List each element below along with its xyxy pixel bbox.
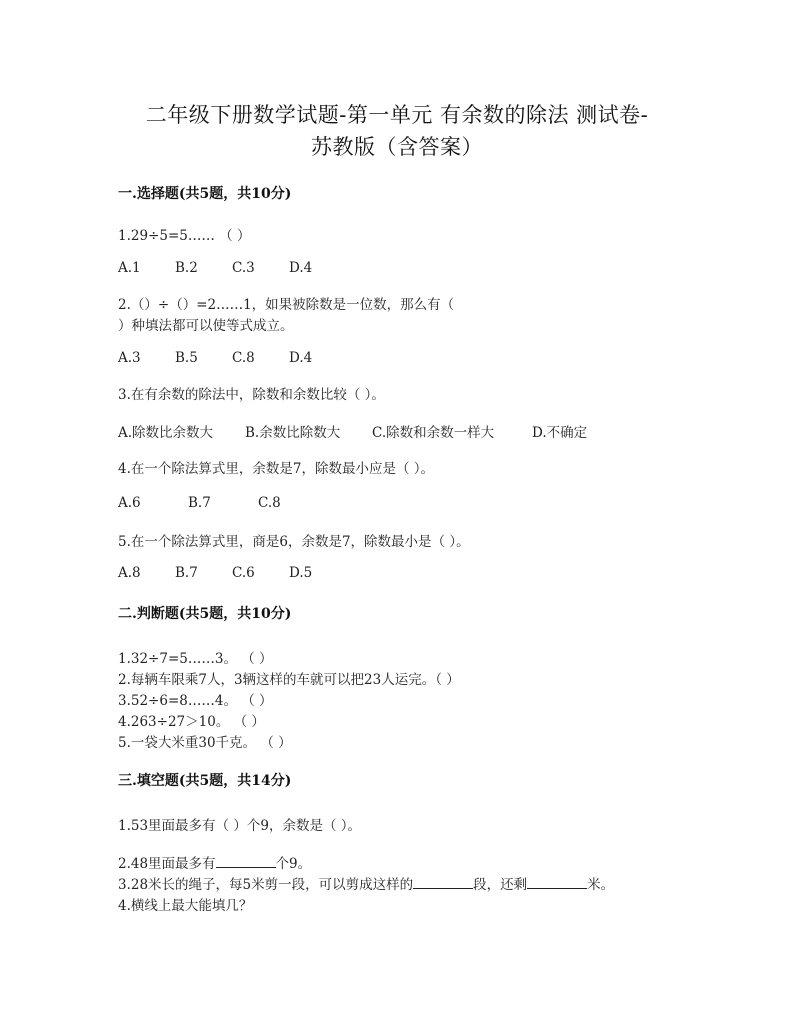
judge-item-5: 5.一袋大米重30千克。 （ ） xyxy=(118,735,292,751)
fill-item-3 xyxy=(118,873,614,893)
question-1-2-options xyxy=(118,350,312,366)
question-1-4: 4.在一个除法算式里，余数是7，除数最小应是（ ）。 xyxy=(118,461,435,477)
option-c: C.除数和余数一样大 xyxy=(372,425,495,441)
option-d: D.不确定 xyxy=(532,425,588,441)
option-a: A.6 xyxy=(118,495,141,511)
page-title-line2: 苏教版（含答案） xyxy=(311,135,483,159)
question-1-2: 2.（）÷（）=2……1，如果被除数是一位数，那么有（ xyxy=(118,297,455,313)
question-1-1-options xyxy=(118,260,312,276)
option-a: A.除数比余数大 xyxy=(118,425,214,441)
answer-blank[interactable] xyxy=(527,876,587,889)
question-1-2-cont: ）种填法都可以使等式成立。 xyxy=(118,318,294,334)
option-d: D.4 xyxy=(289,260,313,276)
question-1-5-options xyxy=(118,565,312,581)
fill-item-1: 1.53里面最多有（ ）个9，余数是（ ）。 xyxy=(118,818,361,834)
fill-item-2-suffix: 个9。 xyxy=(275,856,312,872)
fill-item-3-prefix: 3.28米长的绳子，每5米剪一段，可以剪成这样的 xyxy=(118,877,414,893)
section1-heading: 一.选择题(共5题，共10分) xyxy=(118,186,292,202)
option-a: A.1 xyxy=(118,260,141,276)
option-b: B.5 xyxy=(175,350,198,366)
option-c: C.6 xyxy=(232,565,255,581)
fill-item-4: 4.横线上最大能填几？ xyxy=(118,898,253,914)
option-a: A.3 xyxy=(118,350,141,366)
fill-item-2 xyxy=(118,852,311,872)
fill-item-3-suffix: 米。 xyxy=(587,877,615,893)
section2-heading: 二.判断题(共5题，共10分) xyxy=(118,606,292,622)
option-d: D.5 xyxy=(289,565,313,581)
fill-item-3-mid: 段，还剩 xyxy=(473,877,528,893)
fill-item-2-prefix: 2.48里面最多有 xyxy=(118,856,216,872)
question-1-5: 5.在一个除法算式里，商是6，余数是7，除数最小是（ ）。 xyxy=(118,534,470,550)
section3-heading: 三.填空题(共5题，共14分) xyxy=(118,773,292,789)
question-1-4-options xyxy=(118,495,281,511)
judge-item-3: 3.52÷6=8……4。 （ ） xyxy=(118,693,273,709)
option-b: B.7 xyxy=(188,495,211,511)
question-1-3: 3.在有余数的除法中，除数和余数比较（ ）。 xyxy=(118,387,385,403)
judge-item-4: 4.263÷27＞10。 （ ） xyxy=(118,714,265,730)
question-1-3-options xyxy=(118,421,587,441)
option-b: B.7 xyxy=(175,565,198,581)
option-a: A.8 xyxy=(118,565,141,581)
answer-blank[interactable] xyxy=(413,876,473,889)
judge-item-1: 1.32÷7=5……3。 （ ） xyxy=(118,651,273,667)
option-b: B.2 xyxy=(175,260,198,276)
option-d: D.4 xyxy=(289,350,313,366)
option-c: C.3 xyxy=(232,260,255,276)
judge-item-2: 2.每辆车限乘7人，3辆这样的车就可以把23人运完。（ ） xyxy=(118,672,460,688)
option-b: B.余数比除数大 xyxy=(245,425,341,441)
option-c: C.8 xyxy=(232,350,255,366)
answer-blank[interactable] xyxy=(216,855,276,868)
option-c: C.8 xyxy=(258,495,281,511)
question-1-1: 1.29÷5=5…… （ ） xyxy=(118,228,251,244)
page-title-line1: 二年级下册数学试题-第一单元 有余数的除法 测试卷- xyxy=(145,103,649,127)
